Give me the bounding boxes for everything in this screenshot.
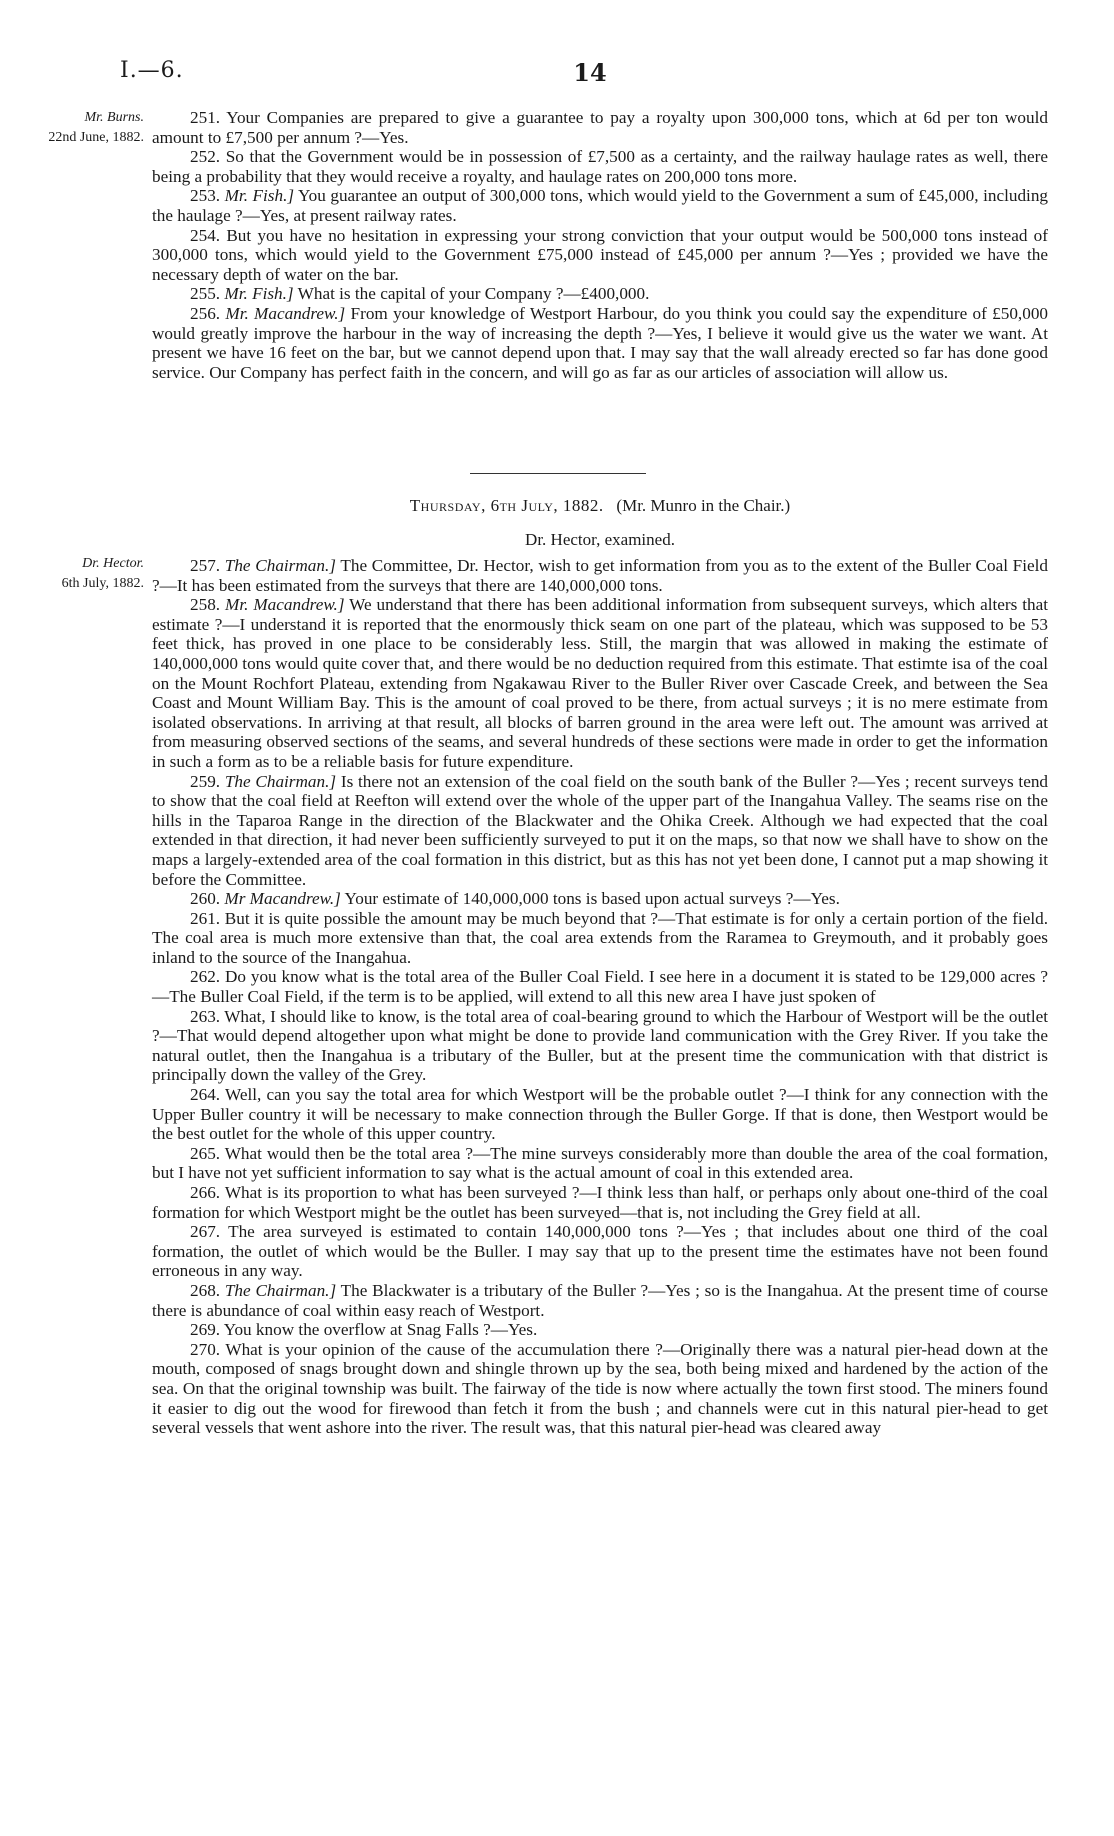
document-code: I.—6. (120, 58, 184, 83)
question-text: We understand that there has been additional information from subsequent surveys, which alters that estimate ?—I understand it is reported that the enormously thick seam on one part of the plateau, which was supposed to be 53 feet thick, has proved in one place to be considerably less. Still, the margin that was allowed in making the estimate of 140,000,000 tons would quite cover that, and there would be no deduction required from this estimate. That estimte isa of the coal on the Mount Rochfort Plateau, extending from Ngakawau River to the Buller River over Cascade Creek, and between the Sea Coast and Mount William Bay. This is the amount of coal proved to be there, from actual surveys ; it is no mere estimate from isolated observations. In arriving at that result, all blocks of barren ground in the area were left out. The amount was arrived at from measuring observed sections of the seams, and several hundreds of these sections were made in order to get the information in such a form as to be a reliable basis for future expenditure. (152, 595, 1049, 771)
question-paragraph (152, 1085, 1048, 1144)
speaker-name: The Chairman.] (224, 1280, 337, 1300)
question-paragraph (152, 772, 1048, 890)
question-number: 251. (190, 108, 221, 127)
question-text: What is its proportion to what has been surveyed ?—I think less than half, or perhaps only about one-third of the coal formation for which Westport might be the outlet has been surveyed—that is, not including the Grey field at all. (152, 1183, 1048, 1222)
speaker-name: Mr. Fish.] (224, 186, 295, 206)
page-number: 14 (573, 58, 607, 87)
question-paragraph (152, 304, 1048, 382)
speaker-name: The Chairman.] (224, 771, 337, 791)
question-paragraph (152, 1007, 1048, 1085)
question-text: The Committee, Dr. Hector, wish to get information from you as to the extent of the Buller Coal Field ?—It has been estimated from the surveys that there are 140,000,000 tons. (152, 556, 1049, 595)
question-number: 258. (190, 595, 221, 615)
question-text: What would then be the total area ?—The mine surveys considerably more than double the area of the coal formation, but I have not yet sufficient information to say what is the actual amount of coal in this extended area. (152, 1143, 1048, 1183)
question-paragraph (152, 909, 1048, 968)
speaker-name: Mr Macandrew.] (224, 889, 341, 909)
question-text: So that the Government would be in possession of £7,500 as a certainty, and the railway haulage rates as well, there being a probability that they would receive a royalty, and haulage rates on 200,000 tons more. (152, 147, 1048, 186)
margin-note-name: Mr. Burns. (84, 110, 144, 125)
question-text: From your knowledge of Westport Harbour, do you think you could say the expenditure of £50,000 would greatly improve the harbour in the way of increasing the depth ?—Yes, I believe it would give us the water we want. At present we have 16 feet on the bar, but we cannot depend upon that. I may say that the wall already erected so far has done good service. Our Company has perfect faith in the concern, and will go as far as our articles of association will allow us. (152, 303, 1049, 382)
question-paragraph (152, 967, 1048, 1006)
testimony-section-hector (152, 556, 1048, 1438)
witness-heading (152, 530, 1048, 550)
question-text: The Blackwater is a tributary of the Buller ?—Yes ; so is the Inangahua. At the present time of course there is abundance of coal within easy reach of Westport. (152, 1280, 1048, 1320)
chair-note: (Mr. Munro in the Chair.) (616, 496, 791, 515)
question-paragraph (152, 1183, 1048, 1222)
question-number: 269. (190, 1320, 221, 1340)
speaker-name: The Chairman.] (224, 556, 336, 575)
question-number: 259. (190, 771, 221, 791)
margin-note-name: Dr. Hector. (82, 556, 144, 571)
question-number: 266. (190, 1183, 221, 1202)
session-date: Thursday, 6th July, 1882. (409, 496, 604, 515)
speaker-name: Mr. Fish.] (224, 284, 294, 304)
question-text: You know the overflow at Snag Falls ?—Yes. (223, 1320, 538, 1340)
question-text: But you have no hesitation in expressing your strong conviction that your output would be 500,000 tons instead of 300,000 tons, which would yield to the Government £75,000 instead of £45,000 per annum ?—Yes ; provided we have the necessary depth of water on the bar. (152, 225, 1048, 284)
question-number: 263. (190, 1006, 221, 1026)
question-paragraph (152, 889, 1048, 909)
question-number: 270. (190, 1339, 221, 1359)
question-text: Is there not an extension of the coal field on the south bank of the Buller ?—Yes ; recent surveys tend to show that the coal field at Reefton will extend over the whole of the upper part of the Inangahua Valley. The seams rise on the hills in the Taparoa Range in the direction of the Blackwater and the Ohika Creek. Although we had expected that the coal extended in that direction, it had never been sufficiently surveyed to put it on the maps, so that now we shall have to show on the maps a largely-extended area of the coal formation in this district, but as this has not yet been done, I cannot put a map showing it before the Committee. (152, 771, 1049, 889)
question-text: What, I should like to know, is the total area of coal-bearing ground to which the Harbour of Westport will be the outlet ?—That would depend altogether upon what might be done to provide land communication with the Grey River. If you take the natural outlet, then the Inangahua is a tributary of the Buller, but at the present time the communication with that district is principally down the valley of the Grey. (152, 1006, 1048, 1085)
speaker-name: Mr. Macandrew.] (225, 595, 345, 615)
margin-note-date: 6th July, 1882. (61, 576, 144, 591)
question-text: Your estimate of 140,000,000 tons is based upon actual surveys ?—Yes. (344, 889, 840, 909)
question-paragraph (152, 1144, 1048, 1183)
question-paragraph (152, 1320, 1048, 1340)
question-text: Your Companies are prepared to give a guarantee to pay a royalty upon 300,000 tons, which at 6d per ton would amount to £7,500 per annum ?—Yes. (152, 108, 1048, 147)
question-paragraph (152, 226, 1048, 285)
margin-note-hector (14, 554, 144, 594)
question-number: 256. (190, 303, 221, 323)
question-paragraph (152, 556, 1048, 595)
question-number: 257. (190, 556, 221, 575)
speaker-name: Mr. Macandrew.] (225, 303, 346, 323)
question-number: 252. (190, 147, 221, 167)
question-text: You guarantee an output of 300,000 tons, which would yield to the Government a sum of £45,000, including the haulage ?—Yes, at present railway rates. (152, 186, 1049, 225)
question-number: 268. (190, 1280, 221, 1300)
margin-note-date: 22nd June, 1882. (48, 130, 144, 145)
question-paragraph (152, 1340, 1048, 1438)
question-text: What is the capital of your Company ?—£400,000. (297, 284, 650, 304)
question-text: Do you know what is the total area of the Buller Coal Field. I see here in a document it is stated to be 129,000 acres ?—The Buller Coal Field, if the term is to be applied, will extend to all this new area I have just spoken of (152, 967, 1048, 1007)
question-paragraph (152, 147, 1048, 186)
question-number: 267. (190, 1222, 221, 1242)
question-text: But it is quite possible the amount may be much beyond that ?—That estimate is for only a certain portion of the field. The coal area is much more extensive than that, the coal area extends from the Raramea to Greymouth, and it probably goes inland to the source of the Inangahua. (152, 908, 1048, 967)
question-text: Well, can you say the total area for which Westport will be the probable outlet ?—I think for any connection with the Upper Buller country it will be necessary to make connection through the Buller Gorge. If that is done, then Westport would be the best outlet for the whole of this upper country. (152, 1085, 1048, 1144)
page-header (120, 58, 1060, 88)
witness-name: Dr. Hector, examined. (525, 530, 675, 549)
session-heading (152, 496, 1048, 516)
testimony-section-burns (152, 108, 1048, 382)
question-number: 253. (190, 186, 221, 206)
question-number: 255. (190, 284, 221, 304)
question-number: 254. (190, 225, 221, 245)
question-number: 265. (190, 1143, 221, 1163)
question-paragraph (152, 1281, 1048, 1320)
question-number: 262. (190, 967, 221, 987)
question-text: What is your opinion of the cause of the accumulation there ?—Originally there was a natural pier-head down at the mouth, composed of snags brought down and shingle thrown up by the sea, both being mixed and hardened by the action of the sea. On that the original township was built. The fairway of the tide is now where actually the town first stood. The miners found it easier to dig out the wood for firewood than fetch it from the bush ; and channels were cut in this natural pier-head to get several vessels that went ashore into the river. The result was, that this natural pier-head was cleared away (152, 1339, 1048, 1438)
question-paragraph (152, 595, 1048, 771)
question-paragraph (152, 108, 1048, 147)
question-number: 260. (190, 889, 221, 909)
margin-note-burns (14, 108, 144, 148)
question-number: 264. (190, 1085, 221, 1105)
question-text: The area surveyed is estimated to contain 140,000,000 tons ?—Yes ; that includes about one third of the coal formation, the outlet of which would be the Buller. I may say that up to the present time the estimates have not been found erroneous in any way. (152, 1222, 1048, 1281)
section-divider (470, 473, 646, 474)
question-paragraph (152, 186, 1048, 225)
question-paragraph (152, 284, 1048, 304)
question-paragraph (152, 1222, 1048, 1281)
question-number: 261. (190, 908, 221, 928)
